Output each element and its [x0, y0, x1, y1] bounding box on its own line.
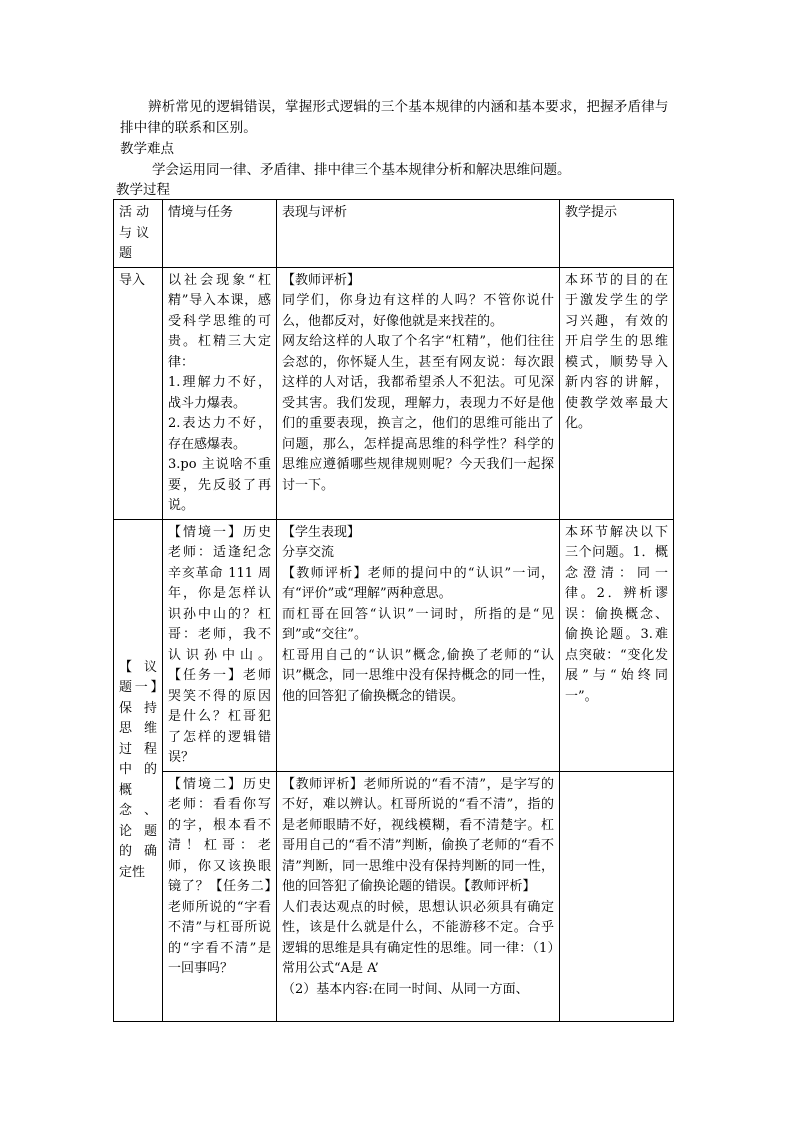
- analysis-cell: [277, 519, 560, 771]
- teaching-process-table: [113, 199, 674, 1022]
- analysis-cell: [277, 267, 560, 519]
- difficulty-heading: 教学难点: [120, 141, 174, 157]
- task-line: 1.理解力不好，战斗力爆表。: [168, 375, 271, 411]
- analysis-line: 【教师评析】: [282, 272, 361, 288]
- analysis-line: 而杠哥在回答“认识”一词时，所指的是“见到”或“交往”。: [282, 606, 554, 642]
- issue-cell: [114, 519, 163, 1021]
- analysis-line: 同学们，你身边有这样的人吗？不管你说什么，他都反对，好像他就是来找茬的。: [282, 293, 554, 329]
- analysis-cell: [277, 771, 560, 1021]
- analysis-line: 杠哥用自己的“认识”概念,偷换了老师的“认识”概念，同一思维中没有保持概念的同一性，他的回答犯了偷换概念的错误。: [282, 647, 554, 704]
- analysis-line: 【教师评析】老师所说的“看不清”，是字写的不好，难以辨认。杠哥所说的“看不清”，指的是老师眼睛不好，视线模糊，看不清楚字。杠哥用自己的“看不清”判断，偷换了老师的“看不清”判断，同一思维中没有保持判断的同一性，他的回答犯了偷换论题的错误。【教师评析】: [282, 776, 554, 894]
- task-line: 以社会现象“杠精”导入本课，感受科学思维的可贵。杠精三大定律：: [168, 272, 271, 370]
- analysis-line: 【教师评析】老师的提问中的“认识”一词，有“评价”或“理解”两种意思。: [282, 565, 554, 601]
- analysis-line: 【学生表现】: [282, 524, 361, 540]
- task-line: 2.表达力不好，存在感爆表。: [168, 416, 271, 452]
- analysis-line: 人们表达观点的时候，思想认识必须具有确定性，该是什么就是什么，不能游移不定。合乎逻辑的思维是具有确定性的思维。同一律：（1）常用公式“A是 A’: [282, 899, 554, 976]
- difficulty-body: 学会运用同一律、矛盾律、排中律三个基本规律分析和解决思维问题。: [152, 162, 571, 178]
- task-cell: 【情境一】历史老师：适逢纪念辛亥革命 111 周年，你是怎样认识孙中山的？杠哥：老师，我不认 识 孙 中 山 。【任务一】老师哭笑不得的原因是什么？杠哥犯了怎样的逻辑错误？: [163, 519, 277, 771]
- analysis-line: （2）基本内容:在同一时间、从同一方面、: [282, 981, 529, 997]
- header-tip: 教学提示: [560, 200, 674, 268]
- tip-cell: 本环节解决以下三个问题。1．概念澄清：同一律。2．辨析谬误：偷换概念、偷换论题。3.难点突破：“变化发展”与“始终同一”。: [560, 519, 674, 771]
- task-line: 3.po 主说啥不重要，先反驳了再说。: [168, 457, 271, 513]
- task-cell: 【情境二】历史老师：看看你写的字，根本看不清！杠哥：老师，你又该换眼镜了？【任务二】老师所说的“字看不清”与杠哥所说的“字看不清”是一回事吗？: [163, 771, 277, 1021]
- table-row: [114, 267, 674, 519]
- table-row: [114, 771, 674, 1021]
- intro-paragraph: 辨析常见的逻辑错误，掌握形式逻辑的三个基本规律的内涵和基本要求，把握矛盾律与排中律的联系和区别。: [120, 99, 669, 136]
- header-task: 情境与任务: [163, 200, 277, 268]
- header-analysis: 表现与评析: [277, 200, 560, 268]
- tip-cell: [560, 771, 674, 1021]
- table-row: [114, 519, 674, 771]
- header-activity: 活 动与 议题: [114, 200, 163, 268]
- table-header-row: [114, 200, 674, 268]
- activity-cell: 导入: [114, 267, 163, 519]
- tip-cell: 本环节的目的在于激发学生的学习兴趣，有效的开启学生的思维模式，顺势导入新内容的讲解，使教学效率最大化。: [560, 267, 674, 519]
- process-heading: 教学过程: [116, 182, 170, 198]
- task-cell: [163, 267, 277, 519]
- analysis-line: 网友给这样的人取了个名字“杠精”，他们往往会怼的，你怀疑人生，甚至有网友说：每次跟这样的人对话，我都希望杀人不犯法。可见深受其害。我们发现，理解力，表现力不好是他们的重要表现，换言之，他们的思维可能出了问题，那么，怎样提高思维的科学性？科学的思维应遵循哪些规律规则呢？今天我们一起探讨一下。: [282, 334, 554, 493]
- issue-label: 【 议题一】保持思维过程中的概念、论题的确定性: [119, 659, 157, 880]
- analysis-line: 分享交流: [282, 545, 335, 560]
